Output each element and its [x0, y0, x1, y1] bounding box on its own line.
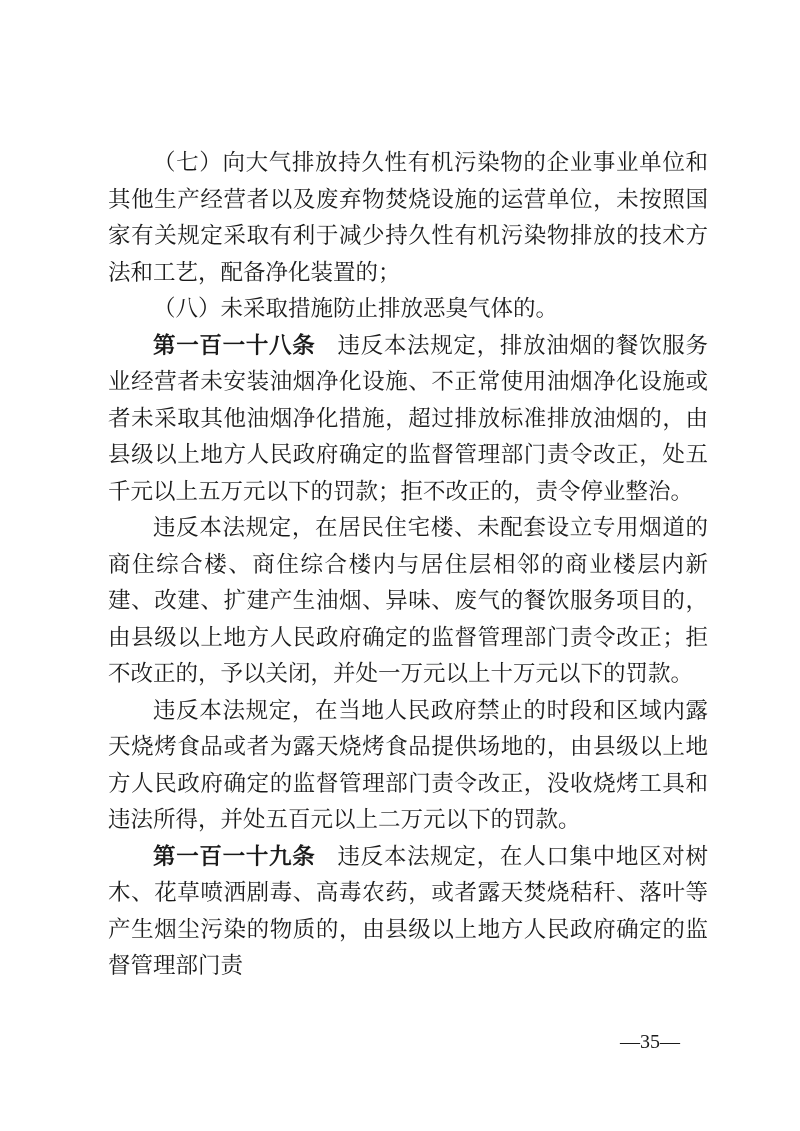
- paragraph-text: 违反本法规定，在人口集中地区对树木、花草喷洒剧毒、高毒农药，或者露天焚烧秸秆、落叶等产生烟尘污染的物质的，由县级以上地方人民政府确定的监督管理部门责: [108, 843, 708, 979]
- article-118: [108, 328, 708, 511]
- paragraph-text: 违反本法规定，排放油烟的餐饮服务业经营者未安装油烟净化设施、不正常使用油烟净化设施或者未采取其他油烟净化措施，超过排放标准排放油烟的，由县级以上地方人民政府确定的监督管理部门责令改正，处五千元以上五万元以下的罚款；拒不改正的，责令停业整治。: [108, 332, 708, 505]
- article-118-paragraph-3: [108, 693, 708, 839]
- document-body: [108, 145, 708, 985]
- paragraph-item-8: [108, 291, 708, 328]
- article-title: 第一百一十九条: [153, 843, 316, 870]
- paragraph-text: （八）未采取措施防止排放恶臭气体的。: [153, 296, 559, 322]
- paragraph-text: （七）向大气排放持久性有机污染物的企业事业单位和其他生产经营者以及废弃物焚烧设施的运营单位，未按照国家有关规定采取有利于减少持久性有机污染物排放的技术方法和工艺，配备净化装置的；: [108, 150, 708, 286]
- paragraph-text: 违反本法规定，在居民住宅楼、未配套设立专用烟道的商住综合楼、商住综合楼内与居住层相邻的商业楼层内新建、改建、扩建产生油烟、异味、废气的餐饮服务项目的，由县级以上地方人民政府确定的监督管理部门责令改正；拒不改正的，予以关闭，并处一万元以上十万元以下的罚款。: [108, 515, 708, 687]
- page-number: —35—: [620, 1031, 680, 1053]
- paragraph-item-7: [108, 145, 708, 291]
- article-title: 第一百一十八条: [153, 332, 316, 359]
- paragraph-text: 违反本法规定，在当地人民政府禁止的时段和区域内露天烧烤食品或者为露天烧烤食品提供场地的，由县级以上地方人民政府确定的监督管理部门责令改正，没收烧烤工具和违法所得，并处五百元以上二万元以下的罚款。: [108, 697, 708, 833]
- article-118-paragraph-2: [108, 510, 708, 693]
- article-119: [108, 839, 708, 985]
